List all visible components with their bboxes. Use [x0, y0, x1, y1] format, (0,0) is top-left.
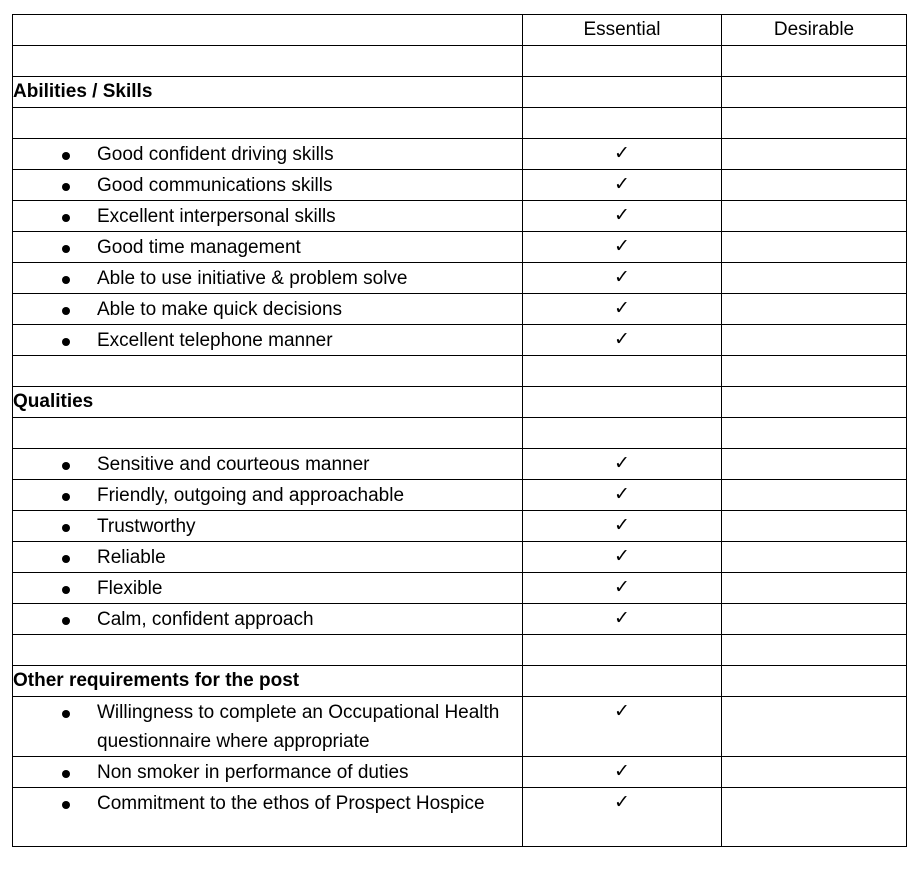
section-title: Abilities / Skills: [13, 77, 523, 108]
bullet-icon: [13, 542, 97, 571]
desirable-cell: [722, 294, 907, 325]
check-icon: ✓: [614, 792, 630, 813]
desirable-cell: [722, 480, 907, 511]
criterion-text: Good confident driving skills: [97, 144, 334, 165]
table-row: [13, 139, 907, 170]
check-icon: ✓: [614, 515, 630, 536]
section-title: Other requirements for the post: [13, 666, 523, 697]
blank-row: [13, 418, 907, 449]
table-row: [13, 511, 907, 542]
check-icon: ✓: [614, 236, 630, 257]
desirable-cell: [722, 542, 907, 573]
bullet-icon: [13, 757, 97, 786]
check-icon: ✓: [614, 546, 630, 567]
check-icon: ✓: [614, 298, 630, 319]
blank-row: [13, 635, 907, 666]
check-icon: ✓: [614, 577, 630, 598]
criterion-text: Able to make quick decisions: [97, 299, 343, 320]
check-icon: ✓: [614, 484, 630, 505]
table-row: [13, 294, 907, 325]
criterion-text: Commitment to the ethos of Prospect Hospice: [97, 793, 485, 814]
criterion-text: Excellent interpersonal skills: [97, 206, 336, 227]
table-row: [13, 263, 907, 294]
criterion-text: Good communications skills: [97, 175, 333, 196]
table-row: [13, 757, 907, 788]
criterion-text: Trustworthy: [97, 516, 196, 537]
table-row: [13, 604, 907, 635]
section-row-qualities: [13, 387, 907, 418]
desirable-cell: [722, 511, 907, 542]
desirable-cell: [722, 263, 907, 294]
bullet-icon: [13, 788, 97, 817]
check-icon: ✓: [614, 205, 630, 226]
bullet-icon: [13, 232, 97, 261]
criterion-text: Able to use initiative & problem solve: [97, 268, 408, 289]
blank-row: [13, 108, 907, 139]
bullet-icon: [13, 480, 97, 509]
desirable-cell: [722, 449, 907, 480]
section-row-abilities: [13, 77, 907, 108]
criterion-text: Willingness to complete an Occupational Health questionnaire where appropriate: [97, 702, 500, 752]
table-row: [13, 573, 907, 604]
table-row: [13, 697, 907, 757]
header-criteria-cell: [13, 15, 523, 46]
criterion-text: Excellent telephone manner: [97, 330, 333, 351]
criterion-text: Reliable: [97, 547, 166, 568]
header-row: [13, 15, 907, 46]
bullet-icon: [13, 573, 97, 602]
table-row: [13, 449, 907, 480]
bullet-icon: [13, 511, 97, 540]
check-icon: ✓: [614, 143, 630, 164]
bullet-icon: [13, 201, 97, 230]
bullet-icon: [13, 170, 97, 199]
table-row: [13, 480, 907, 511]
blank-row: [13, 356, 907, 387]
desirable-cell: [722, 757, 907, 788]
blank-row: [13, 46, 907, 77]
check-icon: ✓: [614, 329, 630, 350]
person-spec-table: [12, 14, 907, 847]
check-icon: ✓: [614, 608, 630, 629]
criterion-text: Sensitive and courteous manner: [97, 454, 370, 475]
bullet-icon: [13, 697, 97, 726]
table-row: [13, 788, 907, 847]
desirable-cell: [722, 788, 907, 847]
bullet-icon: [13, 139, 97, 168]
bullet-icon: [13, 263, 97, 292]
check-icon: ✓: [614, 453, 630, 474]
check-icon: ✓: [614, 174, 630, 195]
desirable-cell: [722, 325, 907, 356]
criterion-text: Non smoker in performance of duties: [97, 762, 409, 783]
desirable-cell: [722, 232, 907, 263]
desirable-cell: [722, 573, 907, 604]
header-desirable: Desirable: [722, 15, 907, 46]
table-row: [13, 170, 907, 201]
table-row: [13, 325, 907, 356]
desirable-cell: [722, 170, 907, 201]
criterion-text: Good time management: [97, 237, 301, 258]
section-title: Qualities: [13, 387, 523, 418]
table-row: [13, 232, 907, 263]
criterion-text: Calm, confident approach: [97, 609, 314, 630]
check-icon: ✓: [614, 267, 630, 288]
bullet-icon: [13, 449, 97, 478]
table-row: [13, 542, 907, 573]
bullet-icon: [13, 604, 97, 633]
check-icon: ✓: [614, 701, 630, 722]
table-row: [13, 201, 907, 232]
desirable-cell: [722, 201, 907, 232]
criterion-text: Flexible: [97, 578, 163, 599]
check-icon: ✓: [614, 761, 630, 782]
header-essential: Essential: [523, 15, 722, 46]
desirable-cell: [722, 604, 907, 635]
criterion-text: Friendly, outgoing and approachable: [97, 485, 405, 506]
desirable-cell: [722, 139, 907, 170]
bullet-icon: [13, 294, 97, 323]
section-row-other: [13, 666, 907, 697]
bullet-icon: [13, 325, 97, 354]
desirable-cell: [722, 697, 907, 757]
